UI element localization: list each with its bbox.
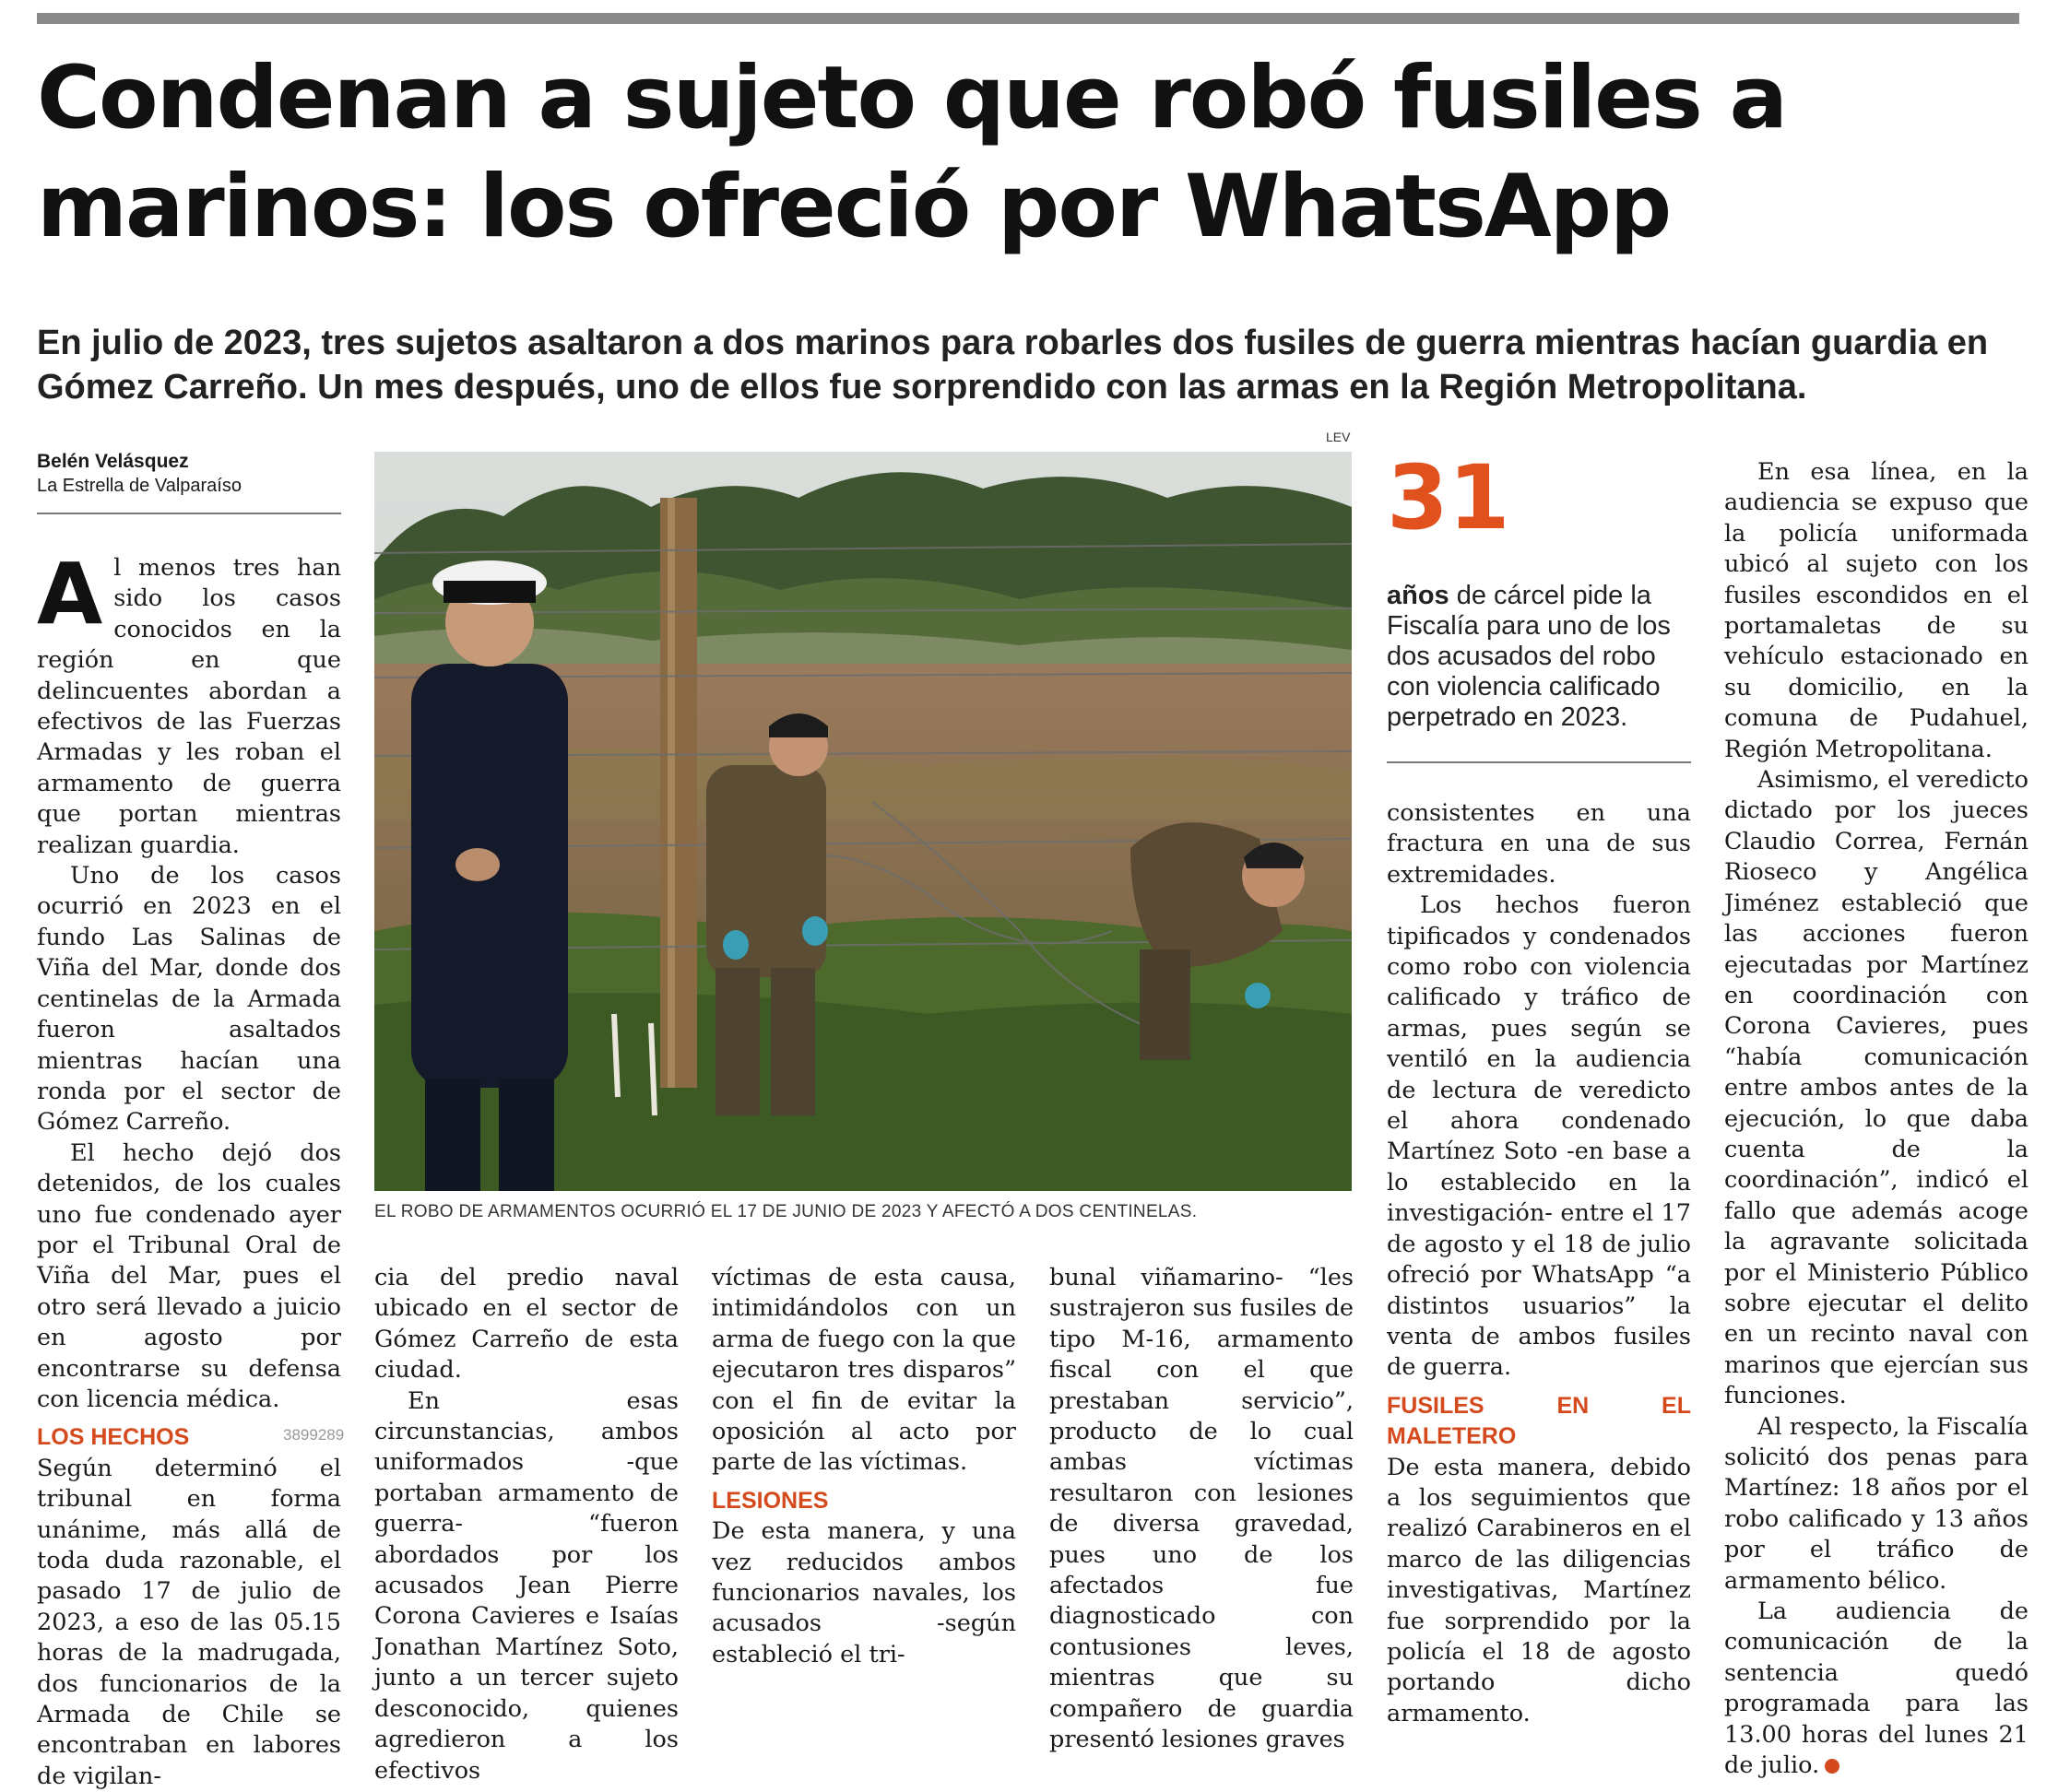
top-rule bbox=[37, 13, 2019, 24]
end-mark-icon: ✚ bbox=[1825, 1759, 1839, 1774]
news-photo bbox=[374, 452, 1352, 1191]
paragraph-12: De esta manera, debido a los seguimientos que realizó Carabineros en el marco de las diligencias investigativas, Martínez fue sorprendido por la policía el 18 de agosto portando dicho armamento. bbox=[1387, 1453, 1691, 1727]
subhead-lesiones: LESIONES bbox=[712, 1487, 829, 1514]
byline-author: Belén Velásquez bbox=[37, 451, 189, 472]
photo-credit: LEV bbox=[1326, 430, 1351, 444]
column-6 bbox=[1724, 457, 2028, 1780]
factbox-text: de cárcel pide la Fiscalía para uno de los dos acusados del robo con violencia calificado perpetrado en 2023. bbox=[1387, 581, 1671, 732]
headline: Condenan a sujeto que robó fusiles a marinos: los ofreció por WhatsApp bbox=[37, 48, 1787, 257]
column-2 bbox=[374, 1263, 679, 1785]
photo-caption: EL ROBO DE ARMAMENTOS OCURRIÓ EL 17 DE JUNIO DE 2023 Y AFECTÓ A DOS CENTINELAS. bbox=[374, 1202, 1198, 1221]
paragraph-9: bunal viñamarino- “les sustrajeron sus fusiles de tipo M-16, armamento fiscal con el que prestaban servicio”, producto de lo cual ambas víctimas resultaron con lesiones de diversa gravedad, pues uno de los afectados fue diagnosticado con contusiones leves, mientras que su compañero de guardia presentó lesiones graves bbox=[1049, 1264, 1354, 1754]
paragraph-15: Al respecto, la Fiscalía solicitó dos penas para Martínez: 18 años por el robo calificado y 13 años por el tráfico de armamento bélico. bbox=[1724, 1412, 2028, 1595]
factbox-bold: años bbox=[1387, 581, 1449, 610]
column-4 bbox=[1049, 1263, 1354, 1754]
paragraph-8: De esta manera, y una vez reducidos ambos funcionarios navales, los acusados -según estableció el tri- bbox=[712, 1517, 1016, 1668]
byline-rule bbox=[37, 513, 341, 514]
drop-cap: A bbox=[37, 545, 103, 643]
paragraph-2: Uno de los casos ocurrió en 2023 en el fundo Las Salinas de Viña del Mar, donde dos centinelas de la Armada fueron asaltados mientras hacían una ronda por el sector de Gómez Carreño. bbox=[37, 862, 341, 1137]
paragraph-6: En esas circunstancias, ambos uniformados -que portaban armamento de guerra- “fueron abordados por los acusados Jean Pierre Corona Cavieres e Isaías Jonathan Martínez Soto, junto a un tercer sujeto desconocido, quienes agredieron a los efectivos bbox=[374, 1386, 679, 1785]
watermark-id: 3899289 bbox=[283, 1426, 345, 1444]
paragraph-16: La audiencia de comunicación de la sentencia quedó programada para las 13.00 horas del lunes 21 de julio. ✚ bbox=[1724, 1597, 2028, 1780]
paragraph-7: víctimas de esta causa, intimidándolos con un arma de fuego con la que ejecutaron tres disparos” con el fin de evitar la oposición al acto por parte de las víctimas. bbox=[712, 1264, 1016, 1477]
column-3 bbox=[712, 1263, 1016, 1687]
paragraph-14: Asimismo, el veredicto dictado por los jueces Claudio Correa, Fernán Rioseco y Angélica Jiménez estableció que las acciones fueron ejecutadas por Martínez en coordinación con Corona Cavieres, pues “había comunicación entre ambos antes de la ejecución, lo que daba cuenta de la coordinación”, indicó el fallo que además acoge la agravante solicitada por el Ministerio Público sobre ejecutar el delito en un recinto naval con marinos que ejercían sus funciones. bbox=[1724, 766, 2028, 1410]
deck: En julio de 2023, tres sujetos asaltaron a dos marinos para robarles dos fusiles de guerra mientras hacían guardia en Gómez Carreño. Un mes después, uno de ellos fue sorprendido con las armas en la Región Metropolitana. bbox=[37, 324, 1989, 407]
paragraph-3: El hecho dejó dos detenidos, de los cuales uno fue condenado ayer por el Tribunal Oral de Viña del Mar, pues el otro será llevado a juicio en agosto por encontrarse su defensa con licencia médica. bbox=[37, 1138, 341, 1413]
subhead-fusiles-en-el-maletero: FUSILES EN EL MALETERO bbox=[1387, 1392, 1691, 1450]
paragraph-10: consistentes en una fractura en una de sus extremidades. bbox=[1387, 799, 1691, 889]
photo-illustration bbox=[374, 452, 1352, 1191]
factbox bbox=[1387, 581, 1691, 733]
subhead-los-hechos: LOS HECHOS bbox=[37, 1424, 190, 1451]
byline-outlet: La Estrella de Valparaíso bbox=[37, 476, 242, 496]
factbox-number: 31 bbox=[1387, 446, 1510, 549]
paragraph-4: Según determinó el tribunal en forma unánime, más allá de toda duda razonable, el pasado 17 de julio de 2023, a eso de las 05.15 horas de la madrugada, dos funcionarios de la Armada de Chile se encontraban en labores de vigilan- bbox=[37, 1454, 341, 1790]
paragraph-5: cia del predio naval ubicado en el sector de Gómez Carreño de esta ciudad. bbox=[374, 1264, 679, 1385]
paragraph-1: Al menos tres han sido los casos conocidos en la región en que delincuentes abordan a efectivos de las Fuerzas Armadas y les roban el armamento de guerra que portan mientras realizan guardia. bbox=[37, 545, 341, 859]
column-1 bbox=[37, 545, 341, 1790]
column-5 bbox=[1387, 798, 1691, 1727]
byline bbox=[37, 450, 341, 498]
paragraph-13: En esa línea, en la audiencia se expuso que la policía uniformada ubicó al sujeto con los fusiles escondidos en el portamaletas de su vehículo estacionado en su domicilio, en la comuna de Pudahuel, Región Metropolitana. bbox=[1724, 458, 2028, 763]
factbox-rule bbox=[1387, 761, 1691, 763]
paragraph-11: Los hechos fueron tipificados y condenados como robo con violencia calificado y tráfico de armas, pues según se ventiló en la audiencia de lectura de veredicto el ahora condenado Martínez Soto -en base a lo establecido en la investigación- entre el 17 de agosto y el 18 de julio ofreció por WhatsApp “a distintos usuarios” la venta de ambos fusiles de guerra. bbox=[1387, 891, 1691, 1382]
